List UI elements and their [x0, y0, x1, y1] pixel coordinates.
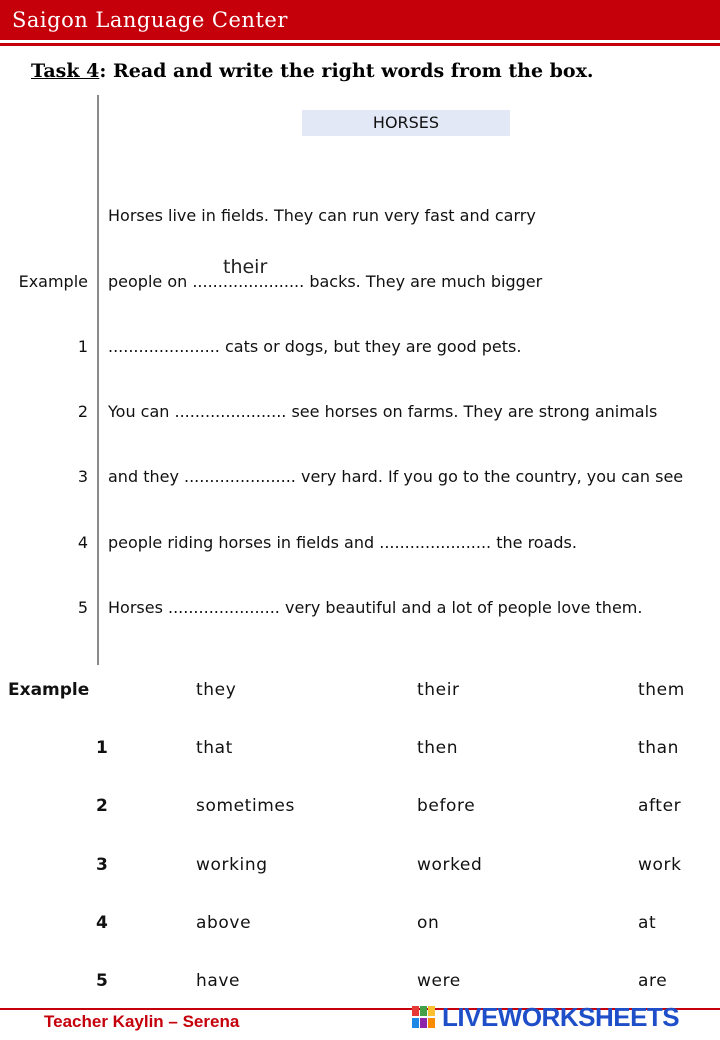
- word-option: after: [638, 796, 682, 816]
- line-number: 4: [77, 533, 88, 552]
- word-option: on: [417, 913, 440, 933]
- word-option: have: [196, 971, 241, 991]
- line-number: 2: [77, 402, 88, 421]
- word-option: work: [638, 855, 682, 875]
- passage-line: [0, 332, 720, 362]
- word-option: than: [638, 738, 680, 758]
- passage-line: [0, 267, 720, 297]
- task-text: : Read and write the right words from the box.: [99, 60, 594, 82]
- word-option: worked: [417, 855, 483, 875]
- word-option: their: [417, 680, 460, 700]
- word-row: [0, 733, 720, 763]
- line-text: people on ...................... backs. They are much bigger: [108, 272, 543, 291]
- liveworksheets-icon: [412, 1006, 436, 1028]
- line-text[interactable]: and they ...................... very hard. If you go to the country, you can see: [108, 467, 684, 486]
- word-option: working: [196, 855, 268, 875]
- word-row-label: 4: [96, 913, 108, 933]
- passage-line: [0, 462, 720, 492]
- line-text[interactable]: people riding horses in fields and ...................... the roads.: [108, 533, 577, 552]
- word-row: [0, 791, 720, 821]
- word-row: [0, 850, 720, 880]
- word-option: were: [417, 971, 461, 991]
- passage-divider: [97, 95, 99, 665]
- word-option: them: [638, 680, 685, 700]
- header-bar: [0, 0, 720, 40]
- passage-line: [0, 593, 720, 623]
- line-text[interactable]: You can ...................... see horses on farms. They are strong animals: [108, 402, 658, 421]
- task-instruction: [31, 60, 594, 82]
- line-text[interactable]: ...................... cats or dogs, but they are good pets.: [108, 337, 522, 356]
- word-row-label: 1: [96, 738, 108, 758]
- passage-line: [0, 397, 720, 427]
- passage-line: [0, 528, 720, 558]
- word-row: [0, 966, 720, 996]
- word-option: sometimes: [196, 796, 295, 816]
- word-row-label: 5: [96, 971, 108, 991]
- word-row-label: 3: [96, 855, 108, 875]
- header-rule: [0, 43, 720, 46]
- line-number: 1: [77, 337, 88, 356]
- task-label: Task 4: [31, 60, 100, 82]
- example-answer: their: [223, 256, 268, 278]
- word-option: before: [417, 796, 476, 816]
- word-row: [0, 675, 720, 705]
- word-option: they: [196, 680, 237, 700]
- brand-logo[interactable]: [412, 1001, 712, 1033]
- header-title: Saigon Language Center: [12, 8, 288, 32]
- line-text[interactable]: Horses ...................... very beautiful and a lot of people love them.: [108, 598, 643, 617]
- word-option: that: [196, 738, 233, 758]
- teacher-credit: Teacher Kaylin – Serena: [44, 1012, 240, 1031]
- word-option: are: [638, 971, 668, 991]
- line-number: 5: [77, 598, 88, 617]
- word-row-label: Example: [8, 680, 90, 700]
- line-number: Example: [18, 272, 88, 291]
- word-option: above: [196, 913, 252, 933]
- brand-name: LIVEWORKSHEETS: [442, 1002, 680, 1032]
- line-number: 3: [77, 467, 88, 486]
- word-option: at: [638, 913, 657, 933]
- word-row: [0, 908, 720, 938]
- word-option: then: [417, 738, 459, 758]
- word-row-label: 2: [96, 796, 108, 816]
- passage-title: HORSES: [302, 110, 510, 136]
- passage-line: [0, 201, 720, 231]
- line-text: Horses live in fields. They can run very fast and carry: [108, 206, 536, 225]
